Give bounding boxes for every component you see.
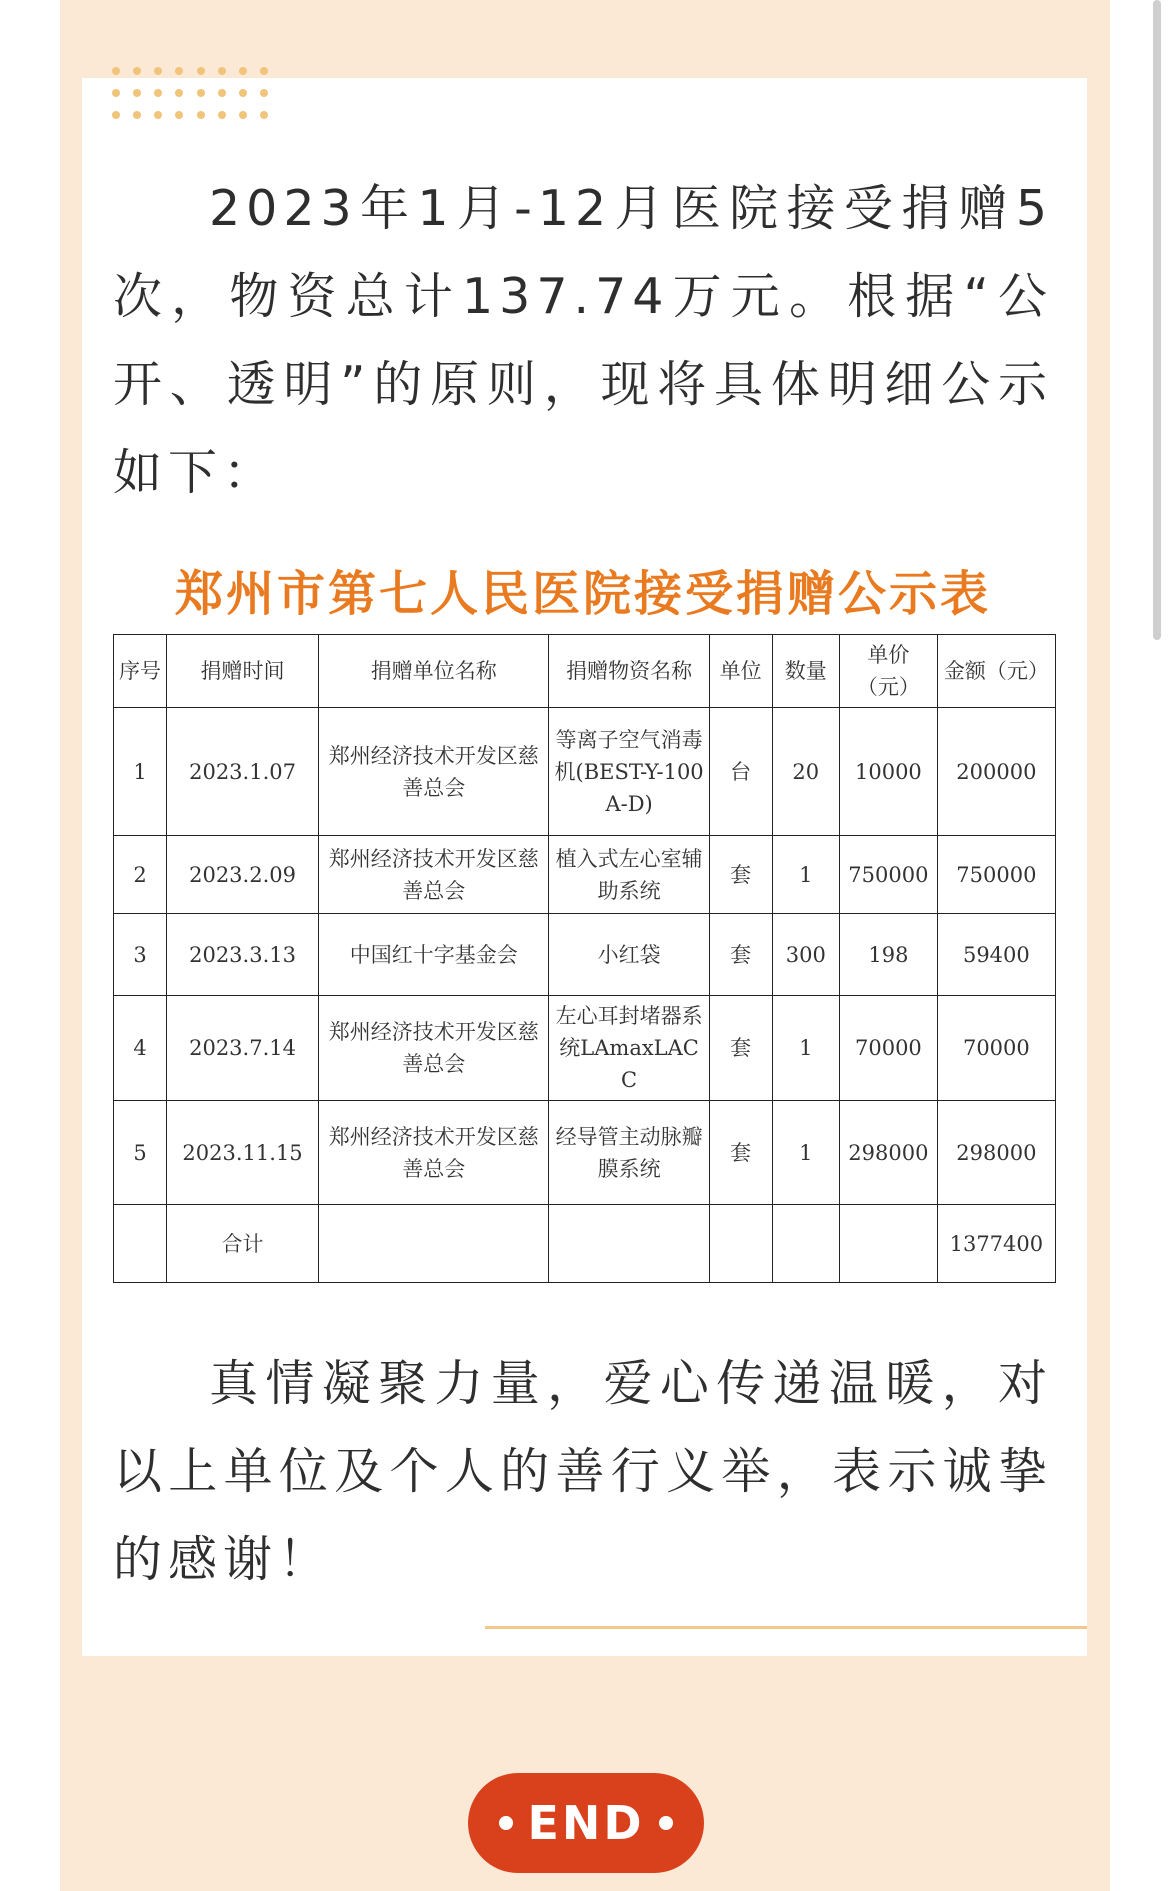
table-cell: 70000 bbox=[840, 996, 938, 1101]
table-cell: 郑州经济技术开发区慈善总会 bbox=[319, 996, 549, 1101]
table-cell: 750000 bbox=[840, 836, 938, 914]
table-cell: 中国红十字基金会 bbox=[319, 914, 549, 996]
intro-paragraph: 2023年1月-12月医院接受捐赠5次，物资总计137.74万元。根据“公开、透明”的原则，现将具体明细公示如下： bbox=[113, 180, 1053, 501]
table-cell: 1 bbox=[772, 836, 840, 914]
table-cell: 郑州经济技术开发区慈善总会 bbox=[319, 836, 549, 914]
end-badge bbox=[468, 1773, 704, 1873]
table-cell: 1377400 bbox=[937, 1205, 1055, 1283]
bullet-dot-icon bbox=[659, 1816, 673, 1830]
thanks-paragraph: 真情凝聚力量，爱心传递温暖，对以上单位及个人的善行义举，表示诚挚的感谢！ bbox=[113, 1355, 1053, 1588]
donation-table bbox=[113, 634, 1056, 1283]
decorative-dot bbox=[154, 89, 162, 97]
decorative-dot bbox=[175, 111, 183, 119]
header-cell: 捐赠单位名称 bbox=[319, 635, 549, 708]
table-row bbox=[114, 914, 1056, 996]
table-cell: 合计 bbox=[167, 1205, 319, 1283]
table-cell: 10000 bbox=[840, 708, 938, 836]
table-cell: 套 bbox=[709, 996, 772, 1101]
table-cell: 59400 bbox=[937, 914, 1055, 996]
decorative-dot bbox=[218, 89, 226, 97]
table-cell: 750000 bbox=[937, 836, 1055, 914]
table-cell: 298000 bbox=[937, 1101, 1055, 1205]
decorative-dot bbox=[260, 111, 268, 119]
decorative-dot bbox=[154, 111, 162, 119]
table-cell: 套 bbox=[709, 914, 772, 996]
decorative-dot bbox=[133, 111, 141, 119]
decorative-dot bbox=[133, 89, 141, 97]
table-cell bbox=[772, 1205, 840, 1283]
table-cell: 2023.1.07 bbox=[167, 708, 319, 836]
table-cell: 1 bbox=[772, 1101, 840, 1205]
table-title: 郑州市第七人民医院接受捐赠公示表 bbox=[174, 566, 991, 622]
decorative-dot bbox=[260, 89, 268, 97]
table-cell: 郑州经济技术开发区慈善总会 bbox=[319, 1101, 549, 1205]
table-cell: 左心耳封堵器系统LAmaxLACC bbox=[549, 996, 709, 1101]
table-cell: 植入式左心室辅助系统 bbox=[549, 836, 709, 914]
table-cell: 198 bbox=[840, 914, 938, 996]
decorative-dot bbox=[197, 67, 205, 75]
table-cell bbox=[549, 1205, 709, 1283]
header-cell: 单位 bbox=[709, 635, 772, 708]
table-cell: 4 bbox=[114, 996, 167, 1101]
decorative-dot bbox=[133, 67, 141, 75]
decorative-dot bbox=[239, 89, 247, 97]
table-cell: 套 bbox=[709, 836, 772, 914]
table-cell: 70000 bbox=[937, 996, 1055, 1101]
header-cell: 捐赠物资名称 bbox=[549, 635, 709, 708]
table-cell: 20 bbox=[772, 708, 840, 836]
decorative-dot bbox=[154, 67, 162, 75]
table-cell: 2023.11.15 bbox=[167, 1101, 319, 1205]
decorative-dot bbox=[218, 111, 226, 119]
decorative-dot bbox=[175, 67, 183, 75]
table-total-row bbox=[114, 1205, 1056, 1283]
decorative-dot bbox=[239, 111, 247, 119]
table-cell: 2 bbox=[114, 836, 167, 914]
table-cell: 台 bbox=[709, 708, 772, 836]
table-cell: 2023.2.09 bbox=[167, 836, 319, 914]
table-cell: 200000 bbox=[937, 708, 1055, 836]
table-cell: 300 bbox=[772, 914, 840, 996]
header-cell: 捐赠时间 bbox=[167, 635, 319, 708]
decorative-dot bbox=[112, 67, 120, 75]
decorative-divider bbox=[485, 1626, 1087, 1629]
table-cell: 2023.7.14 bbox=[167, 996, 319, 1101]
decorative-dot bbox=[260, 67, 268, 75]
table-cell: 5 bbox=[114, 1101, 167, 1205]
decorative-dot bbox=[112, 89, 120, 97]
table-header-row bbox=[114, 635, 1056, 708]
table-cell: 小红袋 bbox=[549, 914, 709, 996]
table-cell bbox=[114, 1205, 167, 1283]
table-cell: 郑州经济技术开发区慈善总会 bbox=[319, 708, 549, 836]
table-cell: 1 bbox=[772, 996, 840, 1101]
header-cell: 数量 bbox=[772, 635, 840, 708]
table-cell: 等离子空气消毒机(BEST-Y-100A-D) bbox=[549, 708, 709, 836]
decorative-dot bbox=[175, 89, 183, 97]
table-cell: 套 bbox=[709, 1101, 772, 1205]
table-row bbox=[114, 708, 1056, 836]
header-cell: 金额（元） bbox=[937, 635, 1055, 708]
scrollbar[interactable] bbox=[1153, 0, 1161, 640]
decorative-dots bbox=[105, 60, 275, 126]
header-cell: 单价（元） bbox=[840, 635, 938, 708]
table-cell: 298000 bbox=[840, 1101, 938, 1205]
table-cell bbox=[840, 1205, 938, 1283]
table-row bbox=[114, 996, 1056, 1101]
table-cell: 经导管主动脉瓣膜系统 bbox=[549, 1101, 709, 1205]
decorative-dot bbox=[218, 67, 226, 75]
table-cell: 3 bbox=[114, 914, 167, 996]
table-row bbox=[114, 1101, 1056, 1205]
header-cell: 序号 bbox=[114, 635, 167, 708]
table-cell: 1 bbox=[114, 708, 167, 836]
bullet-dot-icon bbox=[499, 1816, 513, 1830]
end-label: END bbox=[527, 1796, 645, 1850]
decorative-dot bbox=[112, 111, 120, 119]
table-row bbox=[114, 836, 1056, 914]
table-cell: 2023.3.13 bbox=[167, 914, 319, 996]
table-cell bbox=[319, 1205, 549, 1283]
decorative-dot bbox=[239, 67, 247, 75]
decorative-dot bbox=[197, 111, 205, 119]
table-cell bbox=[709, 1205, 772, 1283]
decorative-dot bbox=[197, 89, 205, 97]
